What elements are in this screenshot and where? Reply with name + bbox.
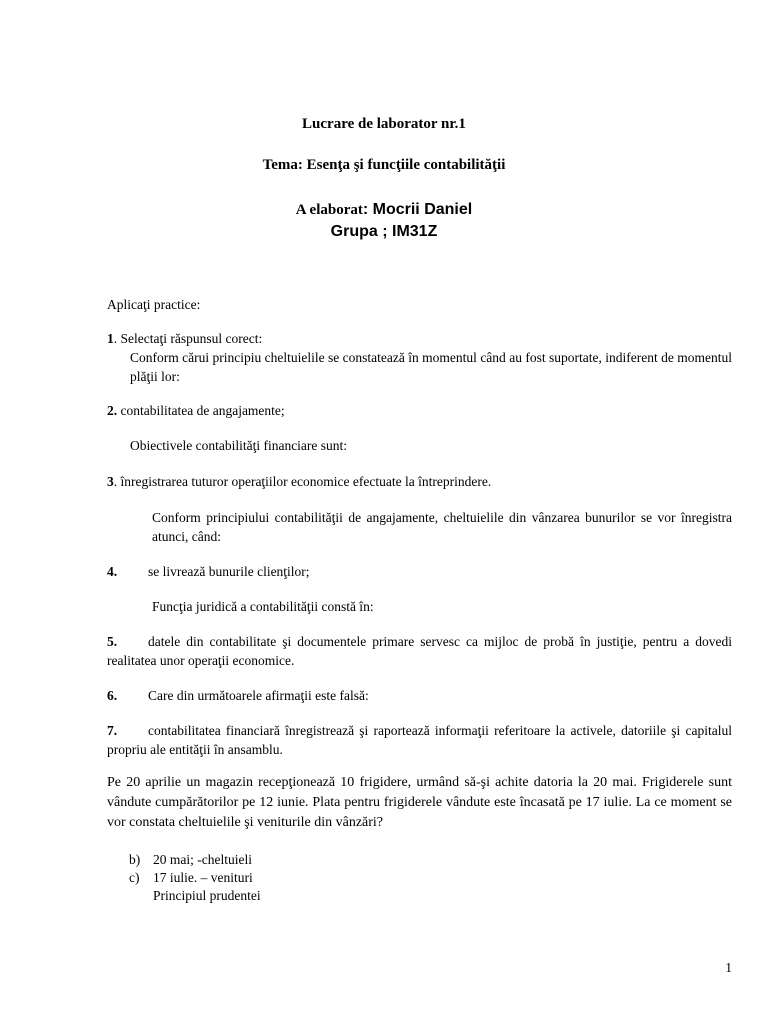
answer-4-number: 4. [107, 564, 118, 579]
author-prefix: A elaborat [295, 202, 363, 218]
document-topic: Tema: Esenţa şi funcţiile contabilităţii [262, 157, 506, 173]
option-b [129, 851, 252, 869]
answer-3-text: . înregistrarea tuturor operaţiilor economice efectuate la întreprindere. [113, 474, 492, 489]
answer-4-text: se livrează bunurile clienţilor; [148, 564, 310, 579]
option-c-label: c) [129, 870, 140, 885]
question-1-text: Conform cărui principiu cheltuielile se constatează în momentul când au fost suportate, indiferent de momentul plăţii lor: [130, 350, 732, 384]
answer-7-text: contabilitatea financiară înregistrează şi raportează informaţii referitoare la activele, datoriile şi capitalul propriu ale entităţii în ansamblu. [107, 723, 732, 757]
answer-6 [107, 686, 732, 705]
intro-line: Aplicaţi practice: [107, 297, 201, 312]
author-name: : Mocrii Daniel [362, 201, 473, 218]
question-4-text: Funcţia juridică a contabilităţii constă în: [152, 599, 374, 614]
page-number: 1 [725, 960, 732, 975]
answer-3-number: 3 [107, 474, 114, 489]
answer-4 [107, 562, 732, 581]
answer-6-text: Care din următoarele afirmaţii este falsă: [148, 688, 369, 703]
group-line: Grupa ; IM31Z [330, 223, 438, 240]
question-1-prompt [107, 329, 732, 348]
answer-5-text: datele din contabilitate şi documentele primare servesc ca mijloc de probă în justiţie, pentru a dovedi realitatea unor operaţii economice. [107, 634, 732, 668]
problem-text: Pe 20 aprilie un magazin recepţionează 10 frigidere, urmând să-şi achite datoria la 20 mai. Frigiderele sunt vândute cumpărătorilor pe 12 iunie. Plata pentru frigiderele vândute este încasată pe 17 iulie. La ce moment se vor constata cheltuielile şi veniturile din vânzări? [107, 775, 732, 830]
answer-5-number: 5. [107, 634, 118, 649]
answer-2-text: contabilitatea de angajamente; [117, 403, 285, 418]
principle-line: Principiul prudentei [153, 888, 261, 903]
answer-2-number: 2. [107, 403, 118, 418]
answer-7 [107, 721, 732, 759]
author-block [0, 199, 768, 243]
option-c [129, 869, 253, 887]
question-3-text: Conform principiului contabilităţii de angajamente, cheltuielile din vânzarea bunurilor se vor înregistra atunci, când: [152, 510, 732, 544]
answer-2 [107, 401, 732, 420]
question-1-prompt-text: . Selectaţi răspunsul corect: [113, 331, 263, 346]
option-c-text: 17 iulie. – venituri [153, 870, 253, 885]
answer-6-number: 6. [107, 688, 118, 703]
question-2-text: Obiectivele contabilităţi financiare sunt: [130, 438, 348, 453]
author-line [0, 199, 768, 221]
answer-7-number: 7. [107, 723, 118, 738]
option-b-label: b) [129, 852, 141, 867]
question-1-number: 1 [107, 331, 114, 346]
document-title: Lucrare de laborator nr.1 [302, 116, 466, 132]
answer-5 [107, 632, 732, 670]
option-b-text: 20 mai; -cheltuieli [153, 852, 252, 867]
answer-3 [107, 472, 732, 491]
